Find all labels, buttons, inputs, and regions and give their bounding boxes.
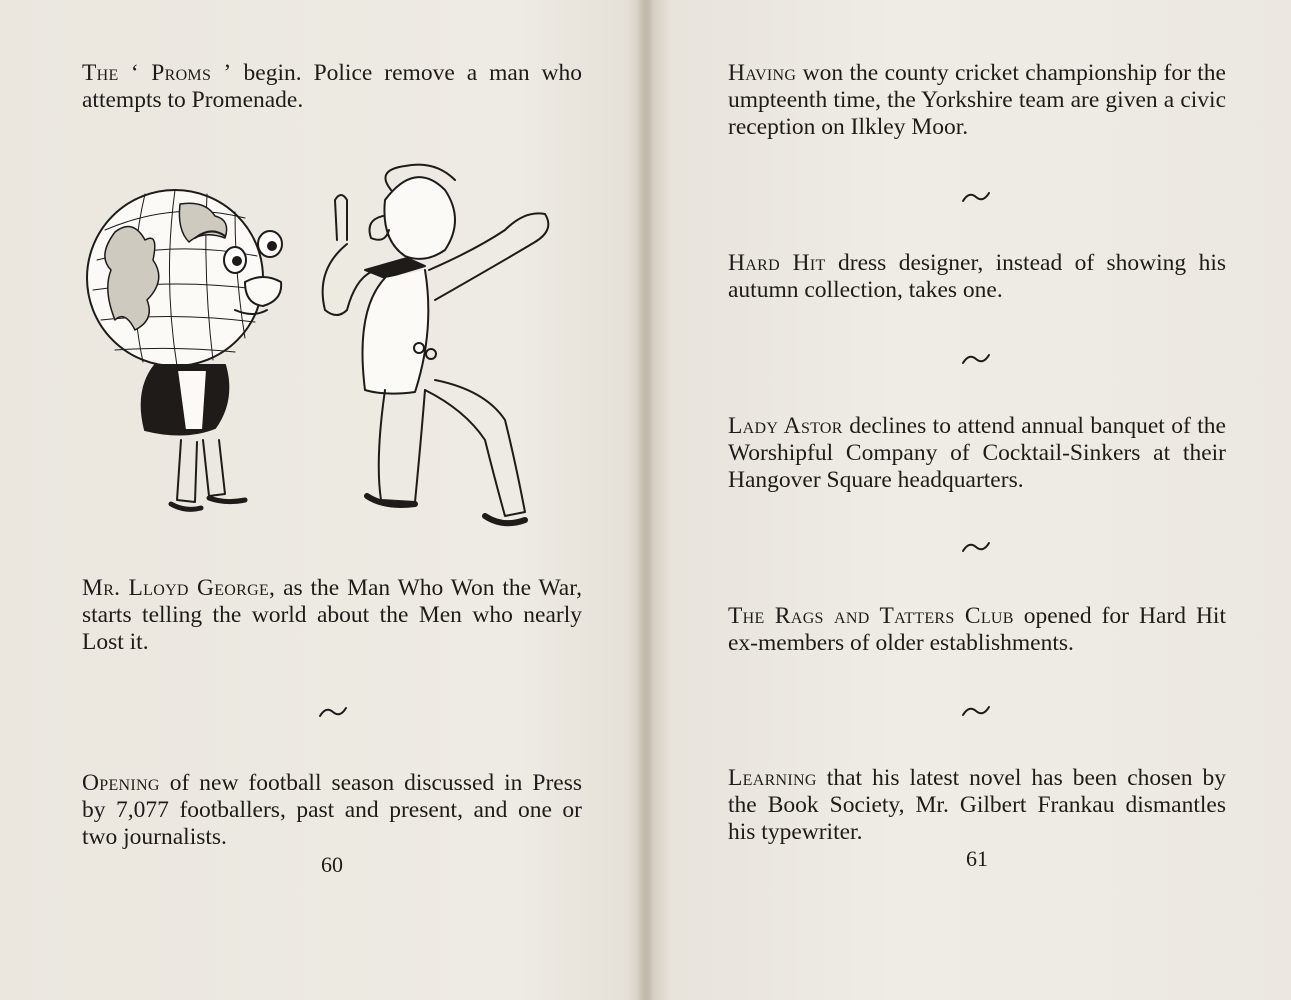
- entry-text: of new football season discussed in Press by 7,077 footballers, past and present, and one or two journalists.: [82, 770, 582, 850]
- entry-having: [728, 60, 1226, 141]
- entry-lead: The ‘ Proms ’: [82, 60, 232, 86]
- flourish-ornament-icon: [961, 352, 991, 366]
- entry-lloyd-george: [82, 575, 582, 656]
- entry-lead: The Rags and Tatters Club: [728, 603, 1014, 629]
- left-page: [0, 0, 645, 1000]
- flourish-ornament-icon: [318, 705, 348, 719]
- flourish-ornament-icon: [961, 540, 991, 554]
- entry-lead: Opening: [82, 770, 160, 796]
- cartoon-globe-man-and-orator-icon: [85, 160, 585, 540]
- entry-lead: Lady Astor: [728, 413, 843, 439]
- flourish-ornament-icon: [961, 190, 991, 204]
- entry-lady-astor: [728, 413, 1226, 494]
- entry-text: that his latest novel has been chosen by the Book Society, Mr. Gilbert Frankau dismantles his typewriter.: [728, 765, 1226, 845]
- page-number: 60: [321, 852, 343, 877]
- right-page: [645, 0, 1291, 1000]
- entry-text: dress designer, instead of showing his autumn collection, takes one.: [728, 250, 1226, 303]
- entry-text: as the Man Who Won the War, starts telling the world about the Men who nearly Lost it.: [82, 575, 583, 655]
- entry-lead: Hard Hit: [728, 250, 826, 276]
- entry-text: declines to attend annual banquet of the Worshipful Company of Cocktail-Sinkers at their Hangover Square headquarters.: [728, 413, 1226, 493]
- entry-text: opened for Hard Hit ex-members of older establishments.: [728, 603, 1226, 656]
- entry-learning: [728, 765, 1226, 846]
- entry-text: begin. Police remove a man who attempts to Promenade.: [82, 60, 583, 113]
- entry-lead: Having: [728, 60, 797, 86]
- entry-opening: [82, 770, 582, 851]
- entry-lead: Learning: [728, 765, 817, 791]
- entry-proms: [82, 60, 582, 114]
- entry-hard-hit: [728, 250, 1226, 304]
- flourish-ornament-icon: [961, 704, 991, 718]
- entry-text: won the county cricket championship for the umpteenth time, the Yorkshire team are given a civic reception on Ilkley Moor.: [728, 60, 1226, 140]
- entry-rags-and-tatters: [728, 603, 1226, 657]
- entry-lead: Mr. Lloyd George,: [82, 575, 276, 601]
- page-number: 61: [966, 846, 988, 871]
